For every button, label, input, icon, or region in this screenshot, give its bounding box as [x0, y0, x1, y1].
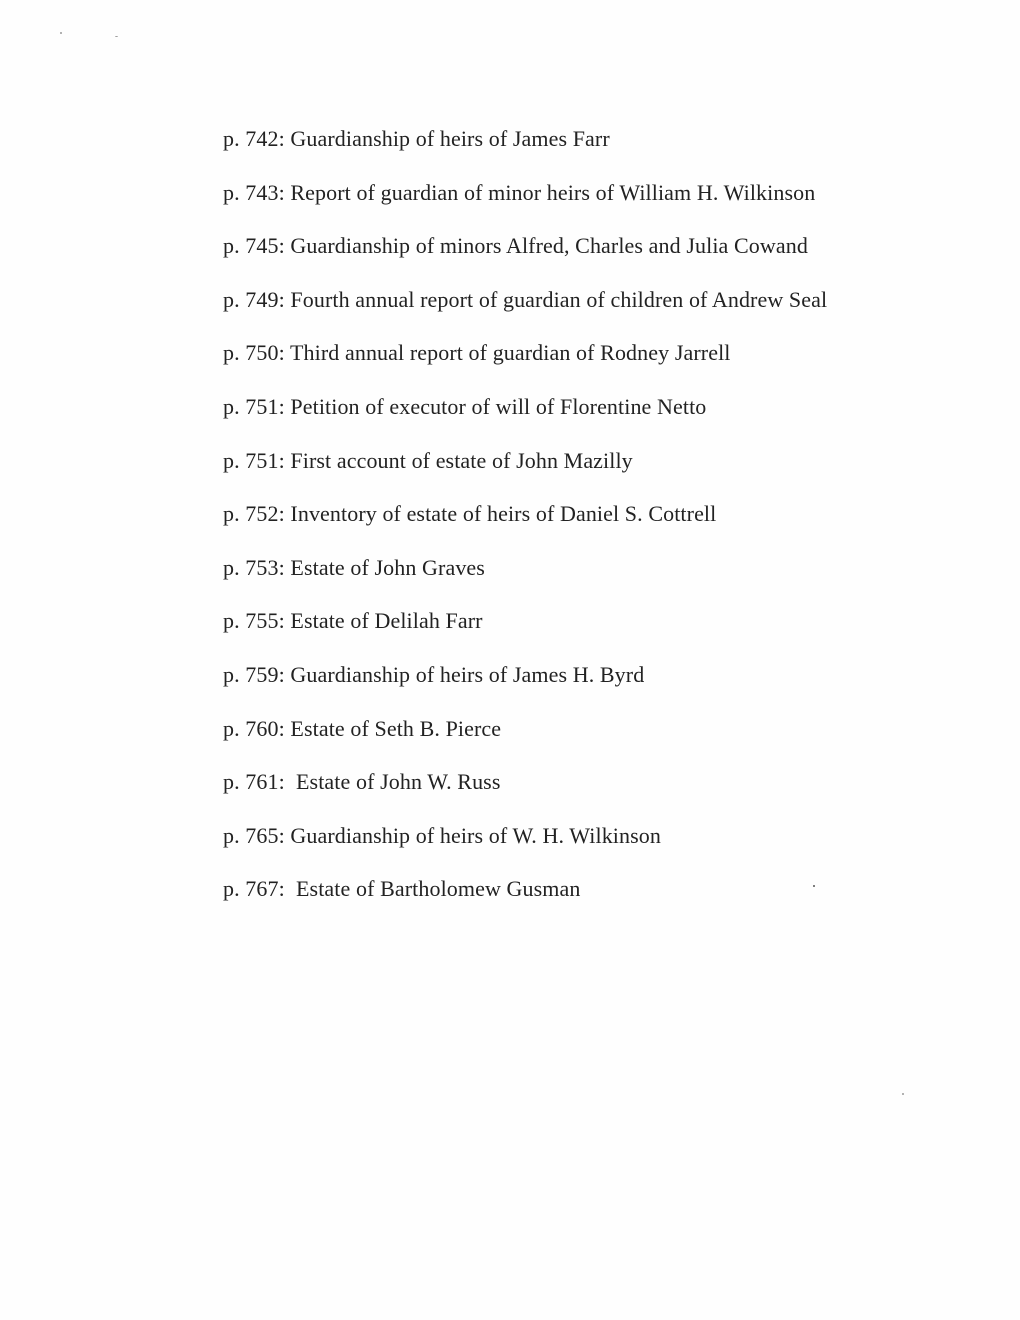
list-item: p. 765: Guardianship of heirs of W. H. Wilkinson	[223, 822, 661, 848]
scan-speck	[813, 885, 815, 887]
list-item: p. 767: Estate of Bartholomew Gusman	[223, 876, 581, 902]
list-item: p. 749: Fourth annual report of guardian of children of Andrew Seal	[223, 286, 828, 312]
list-item: p. 752: Inventory of estate of heirs of Daniel S. Cottrell	[223, 501, 717, 527]
scan-speck	[115, 36, 118, 37]
list-item: p. 743: Report of guardian of minor heirs of William H. Wilkinson	[223, 179, 816, 205]
list-item: p. 753: Estate of John Graves	[223, 554, 485, 580]
list-item: p. 750: Third annual report of guardian of Rodney Jarrell	[223, 340, 731, 366]
list-item: p. 760: Estate of Seth B. Pierce	[223, 715, 502, 741]
list-item: p. 755: Estate of Delilah Farr	[223, 608, 483, 634]
list-item: p. 745: Guardianship of minors Alfred, Charles and Julia Cowand	[223, 233, 808, 259]
list-item: p. 761: Estate of John W. Russ	[223, 769, 501, 795]
list-item: p. 742: Guardianship of heirs of James Farr	[223, 126, 610, 151]
scan-speck	[902, 1093, 904, 1095]
scan-speck	[60, 32, 62, 34]
list-item: p. 759: Guardianship of heirs of James H. Byrd	[223, 661, 645, 687]
list-item: p. 751: Petition of executor of will of Florentine Netto	[223, 393, 707, 419]
list-item: p. 751: First account of estate of John Mazilly	[223, 447, 633, 473]
entry-list	[223, 120, 943, 924]
